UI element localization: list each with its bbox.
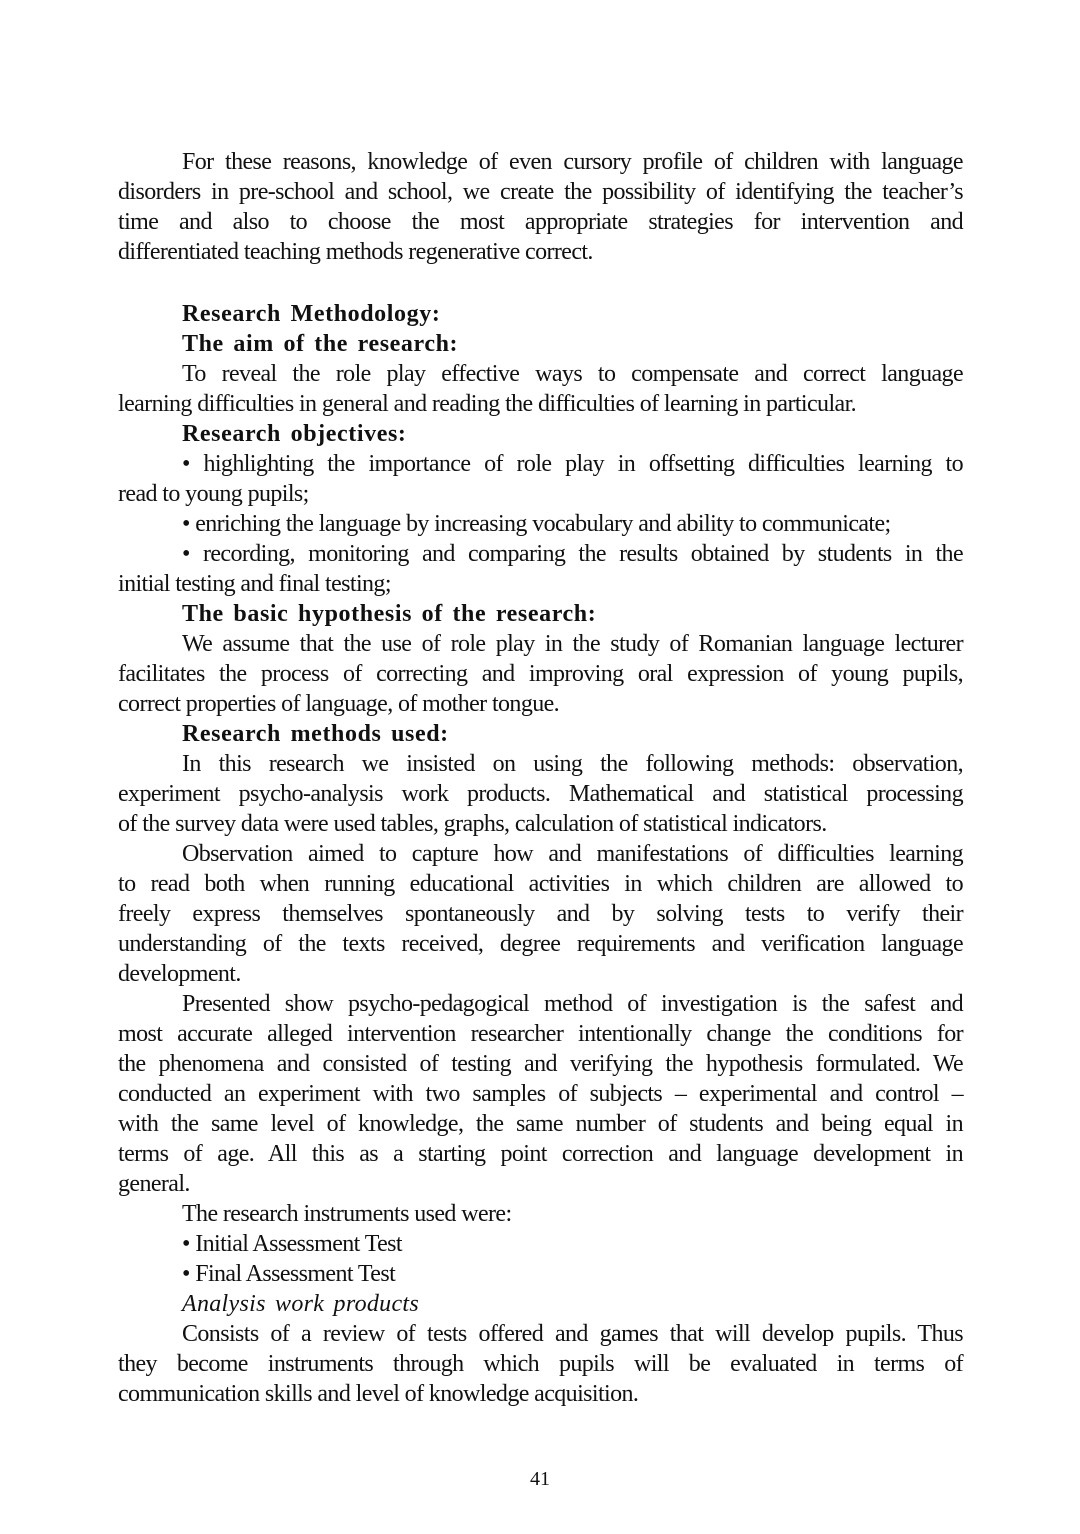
- paragraph: [118, 1199, 963, 1229]
- text-line: In this research we insisted on using the following methods: observation,: [182, 751, 963, 777]
- text-line: • enriching the language by increasing vocabulary and ability to communicate;: [182, 511, 891, 537]
- text-line: Presented show psycho-pedagogical method of investigation is the safest and: [182, 991, 963, 1017]
- text-line: • Initial Assessment Test: [182, 1231, 402, 1257]
- text-line: conducted an experiment with two samples of subjects – experimental and control –: [118, 1081, 963, 1107]
- paragraph: [118, 509, 963, 539]
- text-line: correct properties of language, of mother tongue.: [118, 691, 560, 717]
- text-line: The basic hypothesis of the research:: [182, 601, 597, 627]
- text-line: development.: [118, 961, 241, 987]
- text-line: to read both when running educational activities in which children are allowed to: [118, 871, 963, 897]
- text-line: We assume that the use of role play in the study of Romanian language lecturer: [182, 631, 963, 657]
- text-line: For these reasons, knowledge of even cursory profile of children with language: [182, 149, 963, 175]
- text-line: Research methods used:: [182, 721, 449, 747]
- subheading-italic: [118, 1289, 963, 1319]
- text-line: they become instruments through which pupils will be evaluated in terms of: [118, 1351, 963, 1377]
- text-line: disorders in pre-school and school, we create the possibility of identifying the teacher’s: [118, 179, 963, 205]
- document-body: [118, 147, 963, 1409]
- text-line: of the survey data were used tables, graphs, calculation of statistical indicators.: [118, 811, 827, 837]
- paragraph: [118, 147, 963, 267]
- paragraph: [118, 629, 963, 719]
- section-heading: [118, 419, 963, 449]
- text-line: Analysis work products: [182, 1291, 420, 1317]
- page-number: 41: [530, 1468, 550, 1490]
- text-line: Consists of a review of tests offered and games that will develop pupils. Thus: [182, 1321, 963, 1347]
- paragraph: [118, 1229, 963, 1259]
- paragraph: [118, 989, 963, 1199]
- text-line: communication skills and level of knowledge acquisition.: [118, 1381, 639, 1407]
- text-line: time and also to choose the most appropriate strategies for intervention and: [118, 209, 963, 235]
- text-line: • Final Assessment Test: [182, 1261, 396, 1287]
- paragraph: [118, 449, 963, 509]
- text-line: To reveal the role play effective ways to compensate and correct language: [182, 361, 963, 387]
- section-heading: [118, 719, 963, 749]
- text-line: understanding of the texts received, degree requirements and verification language: [118, 931, 963, 957]
- text-line: Research Methodology:: [182, 301, 441, 327]
- text-line: with the same level of knowledge, the same number of students and being equal in: [118, 1111, 963, 1137]
- text-line: learning difficulties in general and reading the difficulties of learning in particular.: [118, 391, 857, 417]
- text-line: freely express themselves spontaneously and by solving tests to verify their: [118, 901, 963, 927]
- paragraph: [118, 1319, 963, 1409]
- text-line: The research instruments used were:: [182, 1201, 512, 1227]
- paragraph: [118, 839, 963, 989]
- text-line: Research objectives:: [182, 421, 407, 447]
- text-line: differentiated teaching methods regenerative correct.: [118, 239, 593, 265]
- section-heading: [118, 599, 963, 629]
- section-heading: [118, 329, 963, 359]
- text-line: • recording, monitoring and comparing the results obtained by students in the: [182, 541, 963, 567]
- text-line: initial testing and final testing;: [118, 571, 391, 597]
- paragraph-spacer: [118, 267, 963, 299]
- text-line: most accurate alleged intervention researcher intentionally change the conditions for: [118, 1021, 963, 1047]
- paragraph: [118, 749, 963, 839]
- text-line: facilitates the process of correcting and improving oral expression of young pupils,: [118, 661, 963, 687]
- text-line: Observation aimed to capture how and manifestations of difficulties learning: [182, 841, 963, 867]
- text-line: the phenomena and consisted of testing and verifying the hypothesis formulated. We: [118, 1051, 963, 1077]
- text-line: terms of age. All this as a starting point correction and language development in: [118, 1141, 963, 1167]
- text-line: read to young pupils;: [118, 481, 309, 507]
- text-line: The aim of the research:: [182, 331, 459, 357]
- paragraph: [118, 1259, 963, 1289]
- paragraph: [118, 359, 963, 419]
- text-line: • highlighting the importance of role play in offsetting difficulties learning to: [182, 451, 963, 477]
- text-line: experiment psycho-analysis work products. Mathematical and statistical processing: [118, 781, 963, 807]
- section-heading: [118, 299, 963, 329]
- text-line: general.: [118, 1171, 190, 1197]
- paragraph: [118, 539, 963, 599]
